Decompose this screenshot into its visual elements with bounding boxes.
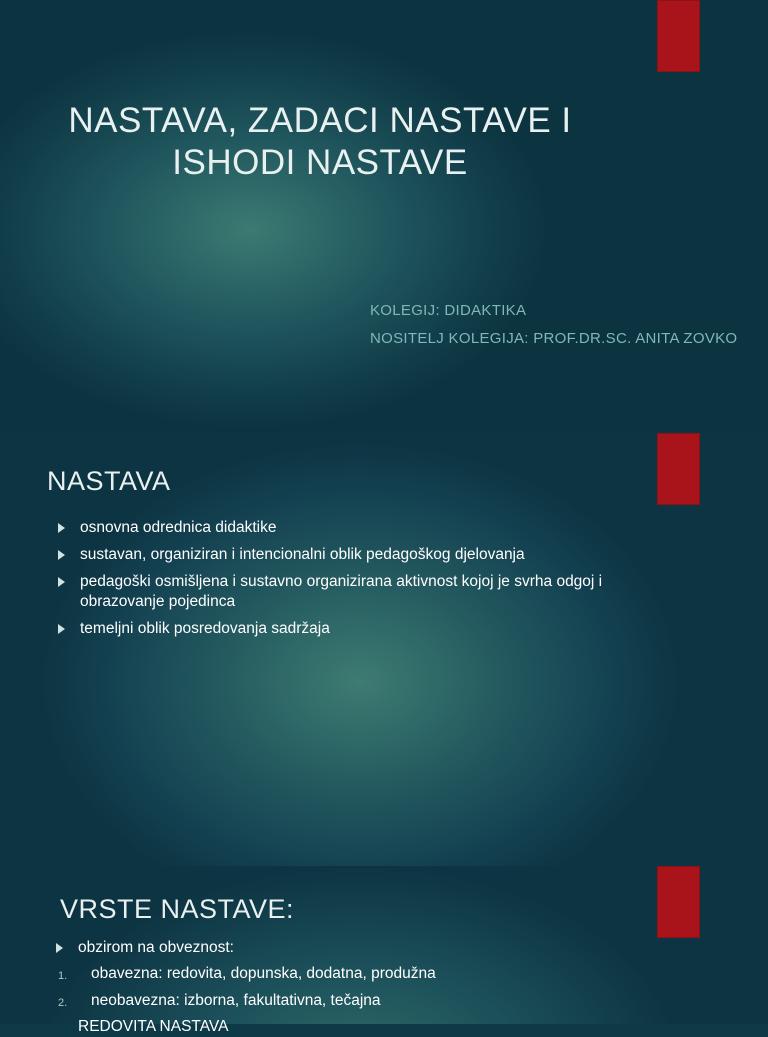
list-item	[58, 619, 678, 639]
list-item	[58, 572, 678, 612]
list-item-text: sustavan, organiziran i intencionalni oblik pedagoškog djelovanja	[80, 546, 525, 563]
list-item-text: temeljni oblik posredovanja sadržaja	[80, 620, 330, 637]
course-label: KOLEGIJ: DIDAKTIKA	[370, 302, 527, 319]
bullet-arrow-icon	[58, 577, 65, 587]
list-item-text: obavezna: redovita, dopunska, dodatna, produžna	[91, 965, 436, 982]
bullet-list	[58, 518, 678, 646]
slide-vrste-nastave	[0, 866, 768, 1035]
numbered-list	[56, 964, 676, 1018]
list-item	[56, 964, 676, 984]
list-item	[58, 545, 678, 565]
slide-title	[0, 0, 768, 432]
lecturer-label: NOSITELJ KOLEGIJA: PROF.DR.SC. ANITA ZOVKO	[370, 330, 738, 347]
red-accent-tab	[657, 0, 700, 72]
section-heading: NASTAVA	[47, 466, 171, 496]
list-item	[56, 938, 656, 958]
slide-nastava	[0, 432, 768, 866]
bullet-arrow-icon	[58, 523, 65, 533]
presentation-title: NASTAVA, ZADACI NASTAVE I ISHODI NASTAVE	[68, 101, 572, 182]
bullet-arrow-icon	[58, 550, 65, 560]
bullet-list	[56, 938, 656, 965]
list-item-text: neobavezna: izborna, fakultativna, tečajna	[91, 992, 381, 1009]
section-heading: VRSTE NASTAVE:	[60, 894, 295, 924]
bullet-arrow-icon	[58, 624, 65, 634]
red-accent-tab	[657, 866, 700, 938]
list-number: 1.	[58, 970, 68, 982]
bullet-arrow-icon	[56, 943, 63, 953]
list-item	[56, 991, 676, 1011]
list-number: 2.	[58, 997, 68, 1009]
list-item-text: pedagoški osmišljena i sustavno organizirana aktivnost kojoj je svrha odgoj i obrazovanje pojedinca	[80, 573, 603, 610]
list-item	[58, 518, 678, 538]
list-item-text: osnovna odrednica didaktike	[80, 519, 277, 536]
red-accent-tab	[657, 433, 700, 505]
list-item-text: obzirom na obveznost:	[78, 939, 234, 956]
truncated-bullet-text: REDOVITA NASTAVA	[78, 1018, 229, 1035]
